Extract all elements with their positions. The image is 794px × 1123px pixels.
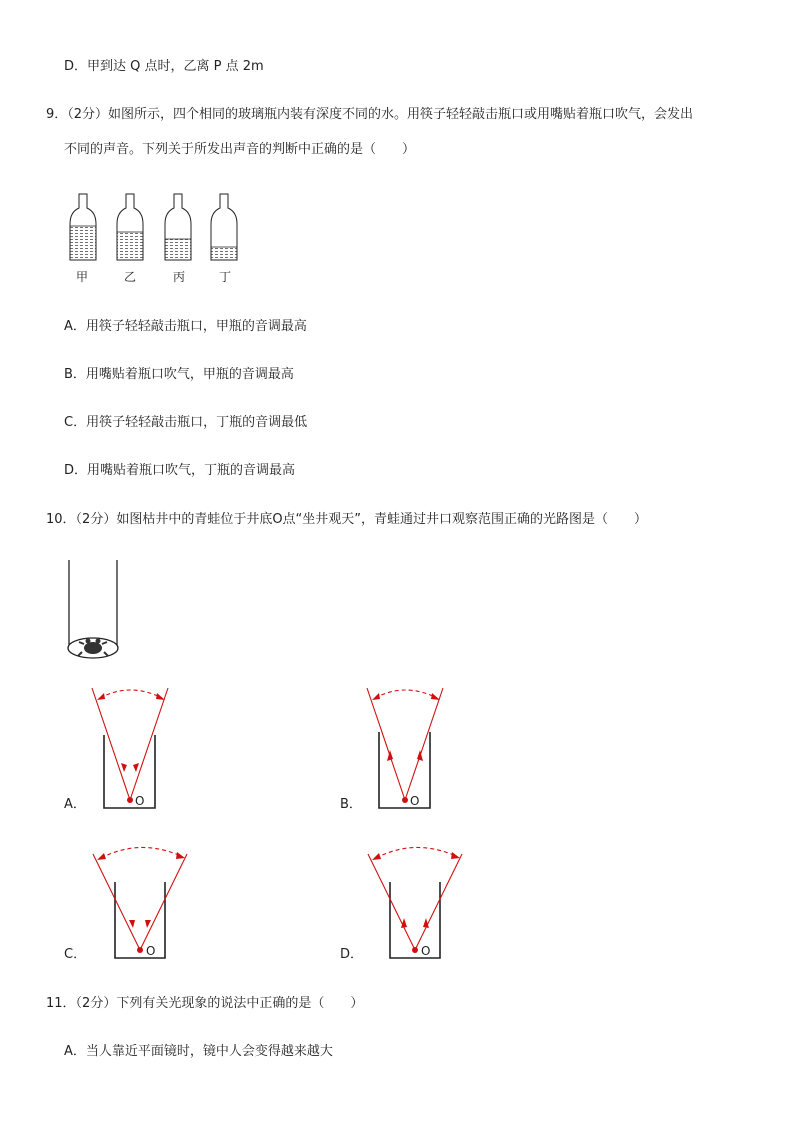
- q10-option-c: C．: [64, 947, 87, 962]
- q11-option-a: A．当人靠近平面镜时，镜中人会变得越来越大: [64, 1044, 333, 1059]
- bottle-label-ding: 丁: [219, 270, 232, 284]
- q11-stem: 11．（2分）下列有关光现象的说法中正确的是（ ）: [46, 996, 364, 1011]
- q10-stem: 10．（2分）如图枯井中的青蛙位于井底O点“坐井观天”，青蛙通过井口观察范围正确的光路图是（ ）: [46, 512, 648, 527]
- bottle-ding: [211, 194, 237, 260]
- point-o-b: O: [410, 794, 420, 808]
- optical-diagram-c: [85, 840, 195, 970]
- point-o-a: O: [135, 794, 145, 808]
- q9-stem-line2: 不同的声音。下列关于所发出声音的判断中正确的是（ ）: [64, 142, 416, 157]
- point-o-d: O: [421, 944, 431, 958]
- q9-bottles-figure: [60, 190, 250, 270]
- bottle-label-jia: 甲: [76, 270, 89, 284]
- point-o-c: O: [146, 944, 156, 958]
- q9-option-c: C．用筷子轻轻敲击瓶口，丁瓶的音调最低: [64, 415, 308, 430]
- well-frog-figure: [64, 558, 128, 662]
- q9-stem-line1: 9．（2分）如图所示，四个相同的玻璃瓶内装有深度不同的水。用筷子轻轻敲击瓶口或用嘴贴着瓶口吹气，会发出: [46, 107, 694, 122]
- q9-option-a: A．用筷子轻轻敲击瓶口，甲瓶的音调最高: [64, 319, 307, 334]
- bottle-label-bing: 丙: [173, 270, 186, 284]
- bottle-label-yi: 乙: [124, 270, 137, 284]
- q10-option-b: B．: [340, 797, 362, 812]
- optical-diagram-d: [360, 840, 470, 970]
- bottle-jia: [70, 194, 96, 260]
- q9-option-d: D．用嘴贴着瓶口吹气，丁瓶的音调最高: [64, 463, 296, 478]
- bottle-yi: [117, 194, 143, 260]
- q10-option-a: A．: [64, 797, 86, 812]
- q8-option-d: D．甲到达 Q 点时，乙离 P 点 2m: [64, 59, 264, 74]
- bottle-bing: [165, 194, 191, 260]
- q9-option-b: B．用嘴贴着瓶口吹气，甲瓶的音调最高: [64, 367, 294, 382]
- q10-option-d: D．: [340, 947, 364, 962]
